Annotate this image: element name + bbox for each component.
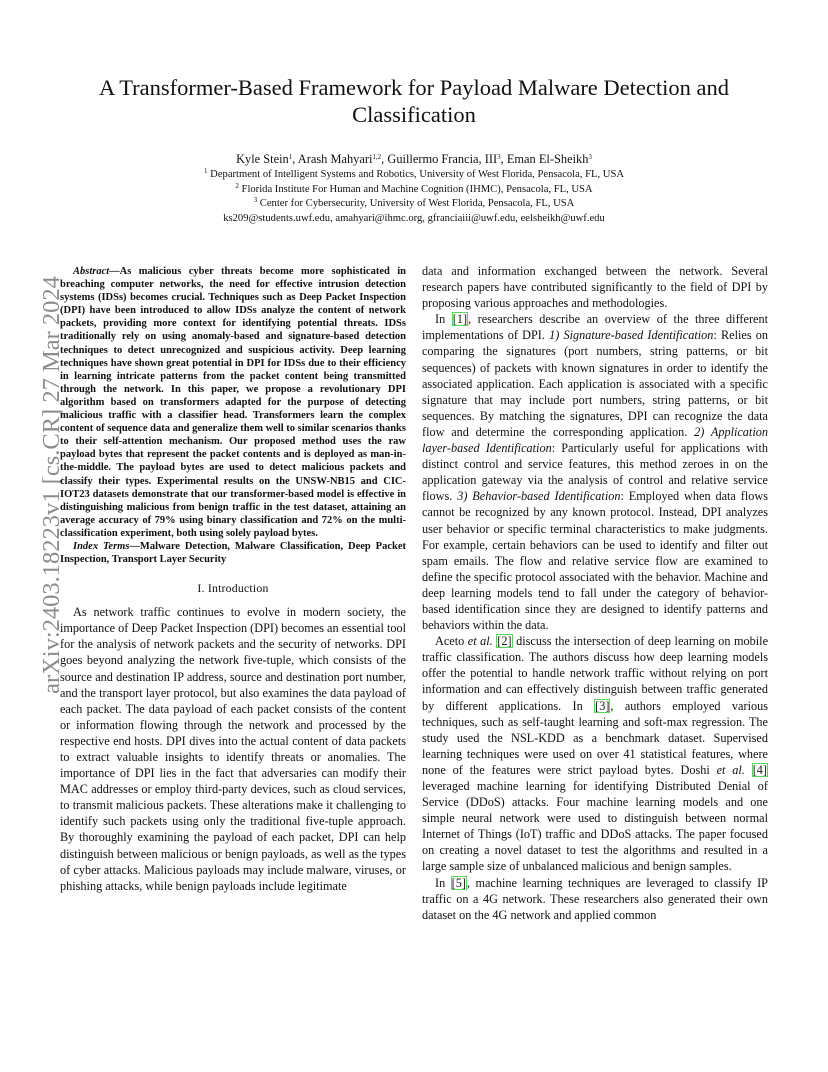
author: Eman El-Sheikh$^3$ [506, 152, 592, 166]
citation-link[interactable]: [4] [752, 762, 767, 777]
citation-link[interactable]: [3] [595, 698, 610, 713]
paper-title [60, 74, 768, 128]
affiliation-1: $^1$ Department of Intelligent Systems and Robotics, University of West Florida, Pensacola, FL, USA [204, 167, 624, 180]
author: Kyle Stein$^1$, [236, 152, 298, 166]
citation-link[interactable]: [5] [451, 875, 466, 890]
body-paragraph-dpi-implementations: In [1], researchers describe an overview of the three different implementations of DPI. 1) Signature-based Identification: Relies on comparing the signatures (port numbers, string patterns, or bit sequences) of packets with known signatures in order to identify the associated application. Each application is associated with a specific signature that may include port numbers, string patterns, or bit sequences. By matching the signatures, DPI can recognize the data flow and determine the corresponding application. 2) Application layer-based Identification: Particularly useful for applications with distinct control and service features, this method zeroes in on the application gateway via the analysis of control and relative service flows. 3) Behavior-based Identification: Employed when data flows cannot be recognized by any known protocol. Instead, DPI analyzes user behavior or specific terminal characteristics to make judgments. For example, certain behaviors can be used to identify and filter out spam emails. The flow and relative service flow are examined to define the specific protocol associated with the behavior. Machine and deep learning models tend to fall under the category of behavior-based identification since they are designed to identify patterns and behaviors within the data. [422, 312, 768, 633]
section-heading-introduction: I. Introduction [197, 581, 269, 596]
author: Guillermo Francia, III$^3$, [387, 152, 507, 166]
author-list [60, 151, 768, 167]
affiliation-3: $^3$ Center for Cybersecurity, University of West Florida, Pensacola, FL, USA [253, 196, 575, 209]
index-terms-text: —Malware Detection, Malware Classification, Deep Packet Inspection, Transport Layer Security [60, 540, 406, 566]
citation-link[interactable]: [1] [452, 312, 468, 327]
arxiv-identifier-stamp[interactable]: arXiv:2403.18223v1 [cs.CR] 27 Mar 2024 [38, 276, 65, 694]
left-column [60, 265, 406, 894]
abstract-label: Abstract [73, 266, 110, 277]
body-paragraph-continued: data and information exchanged between the network. Several research papers have contributed significantly to the field of DPI by proposing various approaches and methodologies. [422, 264, 768, 311]
right-column [422, 263, 768, 923]
index-terms [60, 540, 406, 566]
index-terms-label: Index Terms [73, 540, 130, 552]
intro-paragraph-1: As network traffic continues to evolve in modern society, the importance of Deep Packet Inspection (DPI) becomes an essential tool for the analysis of network packets and the security of networks. DPI goes beyond analyzing the network five-tuple, which consists of the source and destination IP address, source and destination port number, and the transport layer protocol, but also examines the data payload of each packet. The data payload of each packet consists of the content or information flowing through the network and processed by the respective end hosts. DPI dives into the actual content of data packets to extract valuable insights to identify threats or anomalies. The importance of DPI lies in the fact that adversaries can modify their MAC addresses or employ third-party devices, such as cloud services, to transmit malicious packets. These alterations make it challenging to identify such packets using only the traditional five-tuple approach. By thoroughly examining the payload of each packet, DPI can help distinguish between malicious or benign payloads, as well as the types of cyber attacks. Malicious payloads may include malware, viruses, or phishing attacks, while benign payloads include legitimate [60, 605, 406, 893]
title-line-2: Classification [352, 102, 476, 127]
abstract [60, 265, 406, 540]
author-emails: ks209@students.uwf.edu, amahyari@ihmc.org, gfranciaiii@uwf.edu, eelsheikh@uwf.edu [223, 213, 605, 224]
body-paragraph-related-work: Aceto et al. [2] discuss the intersection of deep learning on mobile traffic classification. The authors discuss how deep learning models offer the potential to handle network traffic without relying on port information and can effectively distinguish between traffic generated by different applications. In [3], authors employed various techniques, such as self-taught learning and soft-max regression. The study used the NSL-KDD as a benchmark dataset. Supervised learning techniques were used on over 41 statistical features, where none of the features were strict payload bytes. Doshi et al. [4] leveraged machine learning for identifying Distributed Denial of Service (DDoS) attacks. Four machine learning models and one simple neural network were used to distinguish between normal Internet of Things (IoT) traffic and DDoS attacks. The paper focused on creating a novel dataset to test the algorithms and resulted in a large sample size of unbalanced malicious and benign samples. [422, 634, 769, 874]
author: Arash Mahyari$^{1,2}$, [297, 152, 388, 166]
affiliation-2: $^2$ Florida Institute For Human and Machine Cognition (IHMC), Pensacola, FL, USA [235, 182, 593, 195]
citation-link[interactable]: [2] [497, 634, 512, 649]
abstract-text: —As malicious cyber threats become more sophisticated in breaching computer networks, the need for effective intrusion detection systems (IDSs) becomes crucial. Techniques such as Deep Packet Inspection (DPI) have been introduced to allow IDSs analyze the content of network packets, providing more context for identifying potential threats. IDSs traditionally rely on using anomaly-based and signature-based detection techniques to detect unrecognized and suspicious activity. Deep learning techniques have shown great potential in DPI for IDSs due to their efficiency in learning intricate patterns from the packet content being transmitted through the network. In this paper, we propose a revolutionary DPI algorithm based on transformers adapted for the purpose of detecting malicious traffic with a classifier head. Transformers learn the complex content of sequence data and generalize them well to similar scenarios thanks to their self-attention mechanism. Our proposed method uses the raw payload bytes that represent the packet contents and is deployed as man-in-the-middle. The payload bytes are used to detect malicious packets and classify their types. Experimental results on the UNSW-NB15 and CIC-IOT23 datasets demonstrate that our transformer-based model is effective in distinguishing malicious from benign traffic in the test dataset, attaining an average accuracy of 79% using binary classification and 72% on the multi-classification experiment, both using solely payload bytes. [60, 266, 406, 539]
body-paragraph-4g-traffic: In [5], machine learning techniques are leveraged to classify IP traffic on a 4G network. These researchers also generated their own dataset on the 4G network and applied common [422, 875, 768, 922]
title-line-1: A Transformer-Based Framework for Payload Malware Detection and [98, 75, 729, 100]
